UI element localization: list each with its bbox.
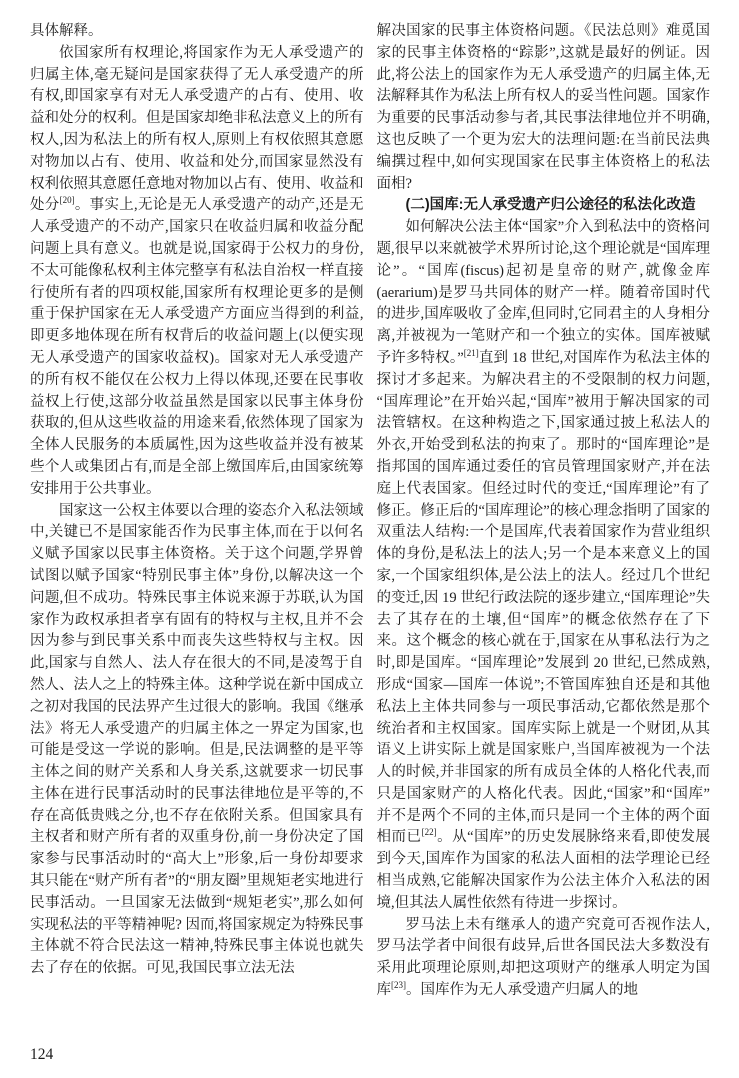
- footnote-ref: [23]: [391, 980, 406, 991]
- section-heading: (二)国库:无人承受遗产归公途径的私法化改造: [405, 197, 696, 214]
- right-column: [377, 21, 711, 1002]
- page-number: 124: [30, 1046, 54, 1063]
- paragraph: 如何解决公法主体“国家”介入到私法中的资格问题,很早以来就被学术界所讨论,这个理论就是“国库理论”。“国库(fiscus)起初是皇帝的财产,就像金库(aerarium)是罗马共同体的财产一样。随着帝国时代的进步,国库吸收了金库,但同时,它同君主的人身相分离,并被视为一笔财产和一个独立的实体。国库被赋予许多特权。”[21]直到 18 世纪,对国库作为私法主体的探讨才多起来。为解决君主的不受限制的权力问题,“国库理论”在开始兴起,“国库”被用于解决国家的司法管辖权。在这种构造之下,国家通过披上私法人的外衣,开始受到私法的拘束了。那时的“国库理论”是指邦国的国库通过委任的官员管理国家财产,并在法庭上代表国家。但经过时代的变迁,“国库理论”有了修正。修正后的“国库理论”的核心理念指明了国家的双重法人结构:一个是国库,代表着国家作为营业组织体的身份,是私法上的法人;另一个是本来意义上的国家,一个国家组织体,是公法上的法人。经过几个世纪的变迁,因 19 世纪行政法院的逐步建立,“国库理论”失去了其存在的土壤,但“国库”的概念依然存在了下来。这个概念的核心就在于,国家在从事私法行为之时,即是国库。“国库理论”发展到 20 世纪,已然成熟,形成“国家—国库一体说”;不管国库独自还是和其他私法上主体共同参与一项民事活动,它都依然是那个统治者和主权国家。国库实际上就是一个财团,从其语义上讲实际上就是国家账户,当国库被视为一个法人的时候,并非国家的所有成员全体的人格化代表,而只是国家财产的人格化代表。因此,“国家”和“国库”并不是两个不同的主体,而只是同一个主体的两个面相而已[22]。从“国库”的历史发展脉络来看,即使发展到今天,国库作为国家的私法人面相的法学理论已经相当成熟,它能解决国家作为公法主体介入私法的困境,但其法人属性依然有待进一步探讨。: [376, 219, 710, 911]
- footnote-ref: [22]: [421, 827, 437, 838]
- paragraph: 解决国家的民事主体资格问题。《民法总则》难觅国家的民事主体资格的“踪影”,这就是最好的例证。因此,将公法上的国家作为无人承受遗产的归属主体,无法解释其作为私法上所有权人的妥当性问题。国家作为重要的民事活动参与者,其民事法律地位并不明确,这也反映了一个更为宏大的法理问题:在当前民法典编撰过程中,如何实现国家在民事主体资格上的私法面相?: [376, 23, 710, 192]
- two-column-text-body: [30, 21, 710, 1002]
- paragraph: 依国家所有权理论,将国家作为无人承受遗产的归属主体,毫无疑问是国家获得了无人承受遗产的所有权,即国家享有对无人承受遗产的占有、使用、收益和处分的权利。但是国家却绝非私法意义上的所有权人,因为私法上的所有权人,原则上有权依照其意愿对物加以占有、使用、收益和处分,而国家显然没有权利依照其意愿任意地对物加以占有、使用、收益和处分[20]。事实上,无论是无人承受遗产的动产,还是无人承受遗产的不动产,国家只在收益归属和收益分配问题上具有意义。也就是说,国家碍于公权力的身份,不太可能像私权利主体完整享有私法自治权一样直接行使所有者的四项权能,国家所有权理论更多的是侧重于保护国家在无人承受遗产方面应当得到的利益,即更多地体现在所有权背后的收益问题上(以便实现无人承受遗产的国家收益权)。国家对无人承受遗产的所有权不能仅在公权力上得以体现,还要在民事收益权上行使,这部分收益虽然是国家以民事主体身份获取的,但从这些收益的用途来看,依然体现了国家为全体人民服务的本质属性,因为这些收益并没有被某些个人或集团占有,而是全部上缴国库后,由国家统筹安排用于公共事业。: [30, 44, 364, 497]
- left-column: [30, 21, 364, 1002]
- footnote-ref: [20]: [59, 195, 75, 206]
- paragraph: 罗马法上未有继承人的遗产究竟可否视作法人,罗马法学者中间很有歧异,后世各国民法大多数没有采用此项理论原则,却把这项财产的继承人明定为国库[23]。国库作为无人承受遗产归属人的地: [376, 916, 710, 999]
- paragraph: 具体解释。: [30, 23, 103, 39]
- footnote-ref: [21]: [463, 348, 479, 359]
- paragraph: 国家这一公权主体要以合理的姿态介入私法领域中,关键已不是国家能否作为民事主体,而在于以何名义赋予国家以民事主体资格。关于这个问题,学界曾试图以赋予国家“特别民事主体”身份,以解决这一个问题,但不成功。特殊民事主体说来源于苏联,认为国家作为政权承担者享有固有的特权与主权,且并不会因为参与到民事关系中而丧失这些特权与主权。因此,国家与自然人、法人存在很大的不同,是凌驾于自然人、法人之上的特殊主体。这种学说在新中国成立之初对我国的民法界产生过很大的影响。我国《继承法》将无人承受遗产的归属主体之一界定为国家,也可能是受这一学说的影响。但是,民法调整的是平等主体之间的财产关系和人身关系,这就要求一切民事主体在进行民事活动时的民事法律地位是平等的,不存在高低贵贱之分,也不存在依附关系。但国家具有主权者和财产所有者的双重身份,前一身份决定了国家参与民事活动时的“高大上”形象,后一身份却要求其只能在“财产所有者”的“朋友圈”里规矩老实地进行民事活动。一旦国家无法做到“规矩老实”,那么如何实现私法的平等精神呢? 因而,将国家规定为特殊民事主体就不符合民法这一精神,特殊民事主体说也就失去了存在的依据。可见,我国民事立法无法: [30, 502, 364, 977]
